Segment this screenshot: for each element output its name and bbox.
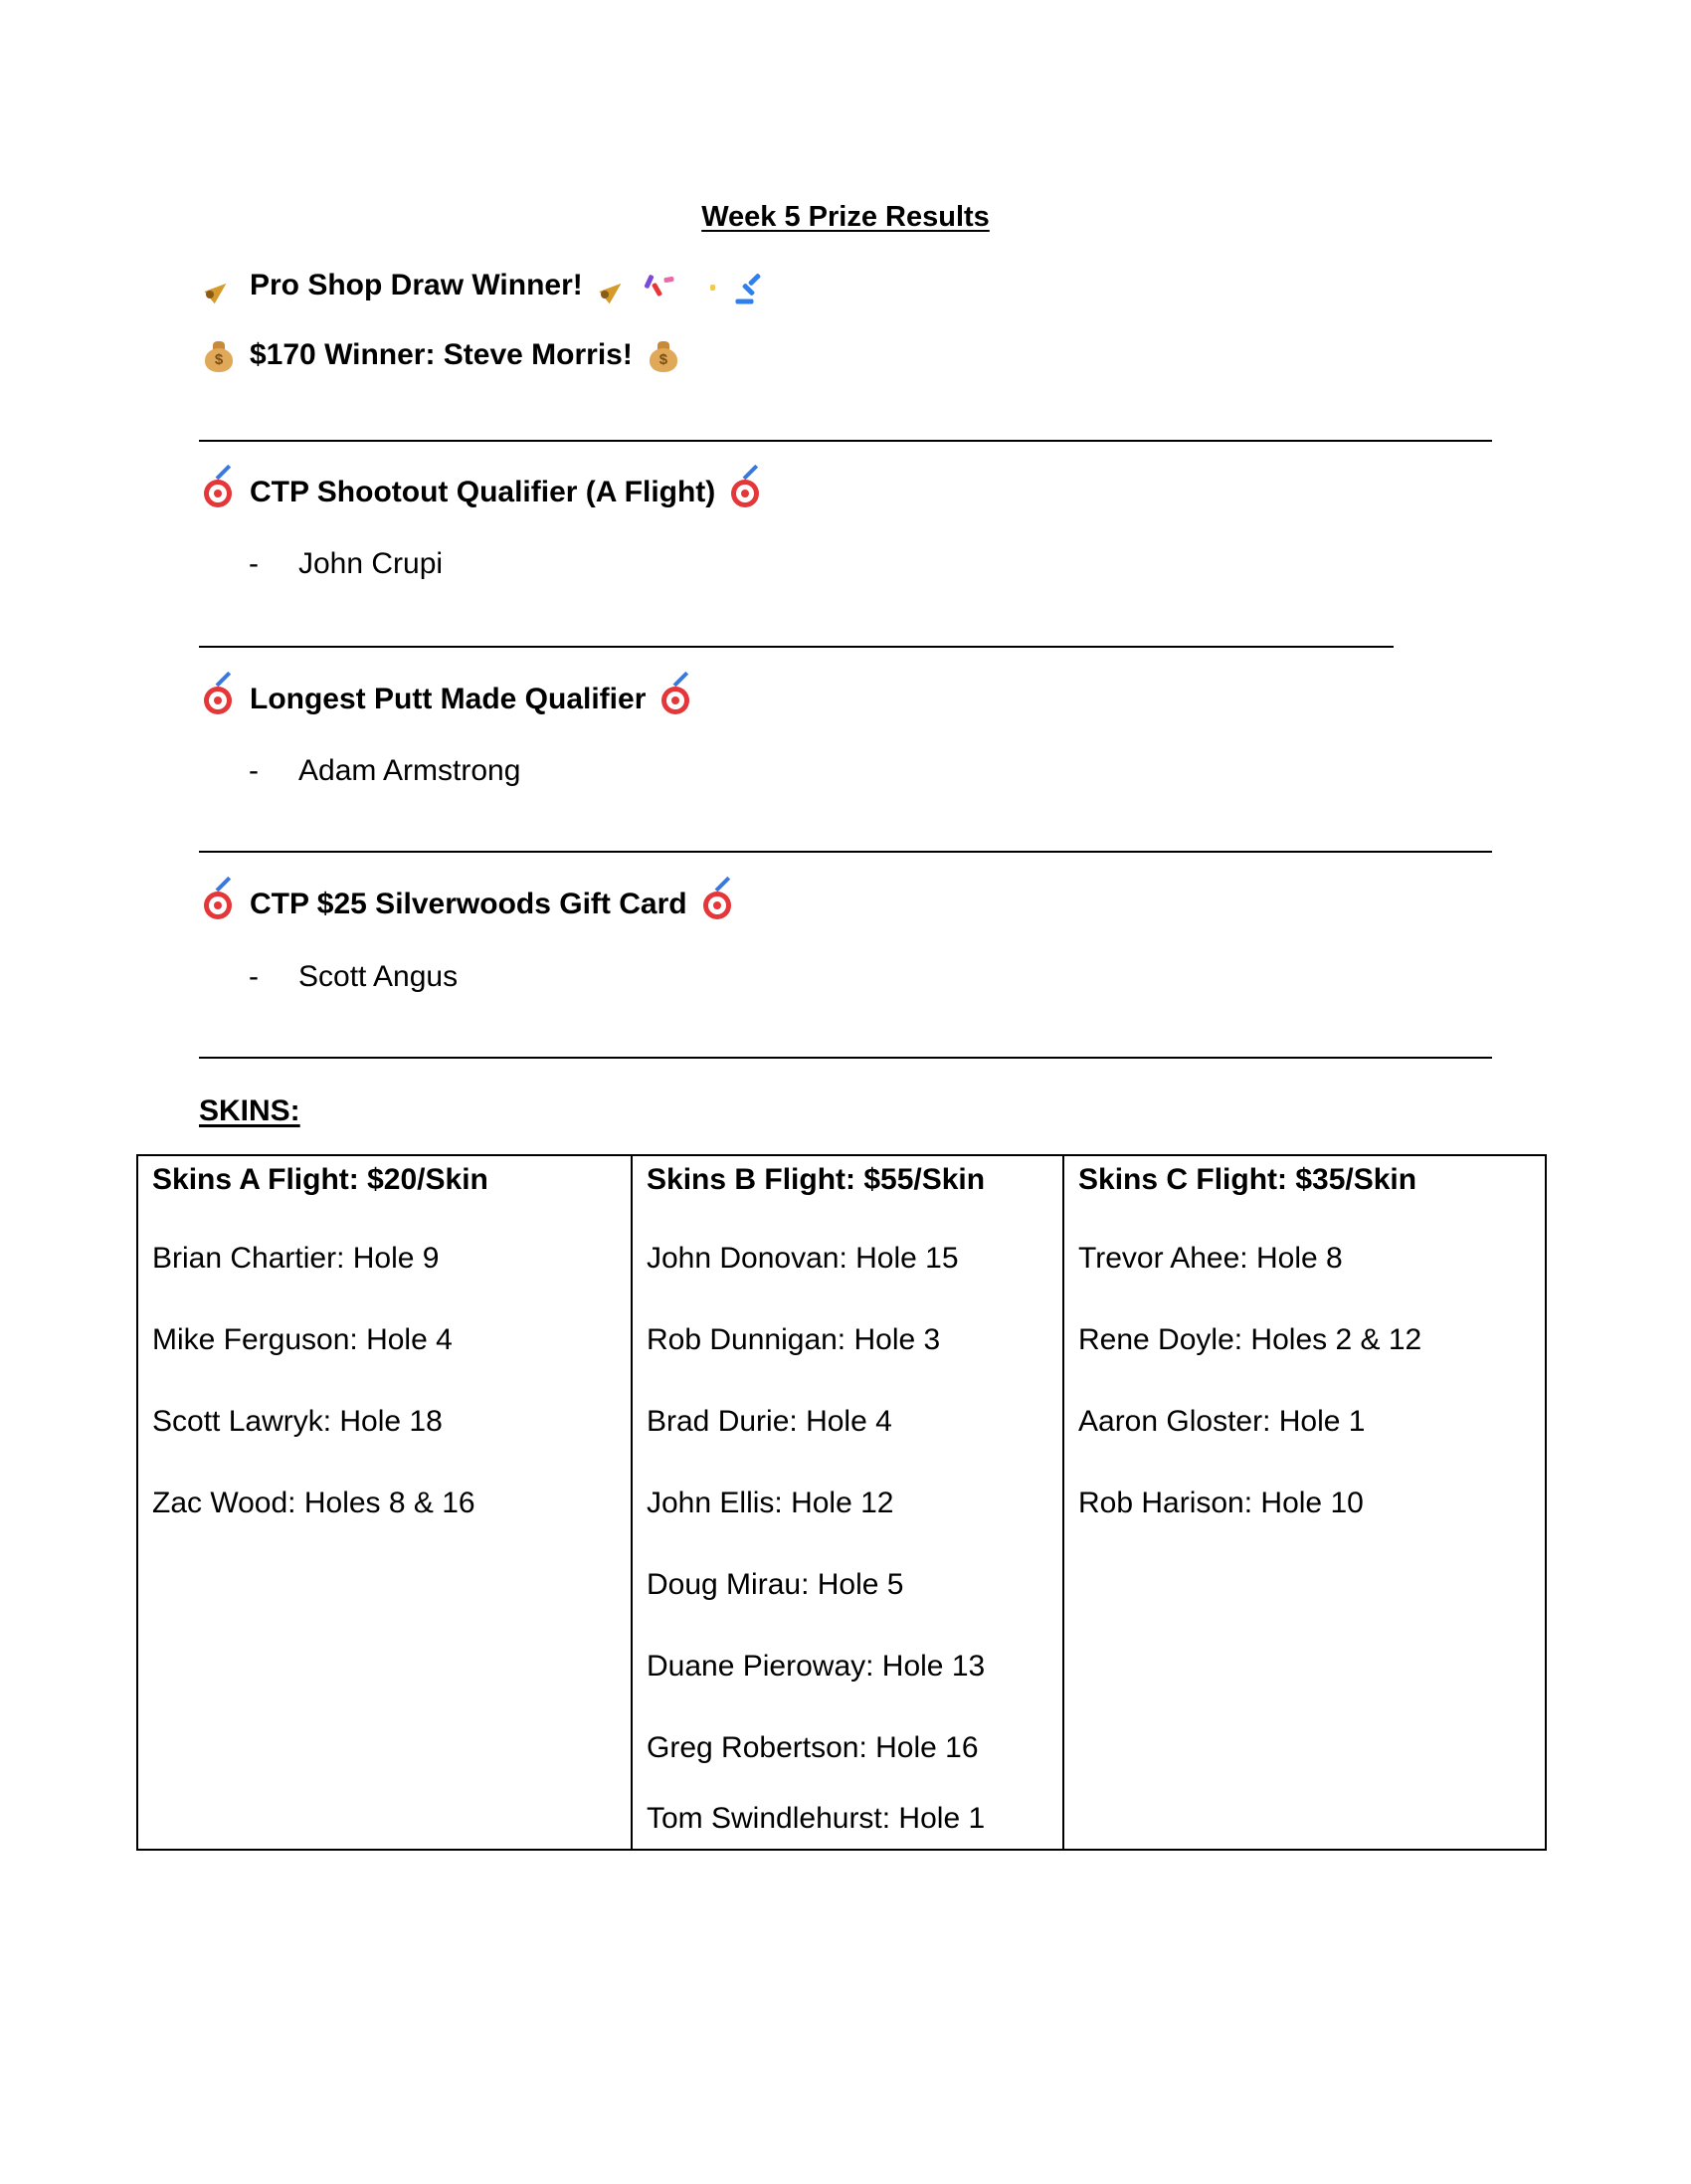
money-bag-icon: $ <box>647 338 680 372</box>
winner-name: John Crupi <box>298 547 444 580</box>
bullet-dash: - <box>249 754 259 787</box>
direct-hit-icon <box>659 683 693 716</box>
list-item: Scott Lawryk: Hole 18 <box>152 1405 443 1438</box>
divider <box>199 646 1394 648</box>
direct-hit-icon <box>202 476 236 509</box>
list-item: Doug Mirau: Hole 5 <box>647 1568 904 1601</box>
skins-column-a <box>137 1155 632 1850</box>
bullet-dash: - <box>249 547 259 580</box>
column-heading: Skins C Flight: $35/Skin <box>1078 1163 1417 1196</box>
column-heading: Skins B Flight: $55/Skin <box>647 1163 986 1196</box>
list-item: Trevor Ahee: Hole 8 <box>1078 1242 1343 1275</box>
section-heading <box>202 888 735 921</box>
winner-label: $170 Winner: Steve Morris! <box>250 338 633 371</box>
direct-hit-icon <box>701 888 735 921</box>
winner-line <box>202 338 680 372</box>
list-item: Rene Doyle: Holes 2 & 12 <box>1078 1323 1422 1356</box>
skins-column-b <box>632 1155 1063 1850</box>
skins-label: SKINS: <box>199 1094 300 1127</box>
section-winner <box>249 960 458 994</box>
list-item: John Ellis: Hole 12 <box>647 1487 894 1519</box>
list-item: Tom Swindlehurst: Hole 1 <box>647 1802 986 1835</box>
page-title: Week 5 Prize Results <box>701 201 990 233</box>
section-heading-label: Longest Putt Made Qualifier <box>250 683 647 715</box>
list-item: Brian Chartier: Hole 9 <box>152 1242 440 1275</box>
pro-shop-label: Pro Shop Draw Winner! <box>250 269 583 301</box>
divider <box>199 440 1492 442</box>
section-heading-label: CTP Shootout Qualifier (A Flight) <box>250 476 716 508</box>
direct-hit-icon <box>202 683 236 716</box>
list-item: Rob Dunnigan: Hole 3 <box>647 1323 941 1356</box>
winner-name: Scott Angus <box>298 960 459 993</box>
section-heading <box>202 476 763 509</box>
bullet-dash: - <box>249 960 259 993</box>
column-heading: Skins A Flight: $20/Skin <box>152 1163 488 1196</box>
list-item: Duane Pieroway: Hole 13 <box>647 1650 986 1683</box>
list-item: Aaron Gloster: Hole 1 <box>1078 1405 1366 1438</box>
divider <box>199 851 1492 853</box>
skins-table <box>136 1154 1547 1851</box>
list-item: John Donovan: Hole 15 <box>647 1242 959 1275</box>
divider <box>199 1057 1492 1059</box>
skins-column-c <box>1063 1155 1546 1850</box>
winner-name: Adam Armstrong <box>298 754 521 787</box>
direct-hit-icon <box>202 888 236 921</box>
party-popper-icon <box>597 269 631 302</box>
confetti-icon <box>641 269 770 302</box>
list-item: Greg Robertson: Hole 16 <box>647 1731 979 1764</box>
pro-shop-line <box>202 269 770 302</box>
list-item: Brad Durie: Hole 4 <box>647 1405 892 1438</box>
list-item: Mike Ferguson: Hole 4 <box>152 1323 453 1356</box>
list-item: Zac Wood: Holes 8 & 16 <box>152 1487 475 1519</box>
direct-hit-icon <box>729 476 763 509</box>
party-popper-icon <box>202 269 236 302</box>
list-item: Rob Harison: Hole 10 <box>1078 1487 1364 1519</box>
section-winner <box>249 547 443 581</box>
section-winner <box>249 754 520 788</box>
money-bag-icon: $ <box>202 338 236 372</box>
section-heading <box>202 683 693 716</box>
section-heading-label: CTP $25 Silverwoods Gift Card <box>250 888 687 920</box>
